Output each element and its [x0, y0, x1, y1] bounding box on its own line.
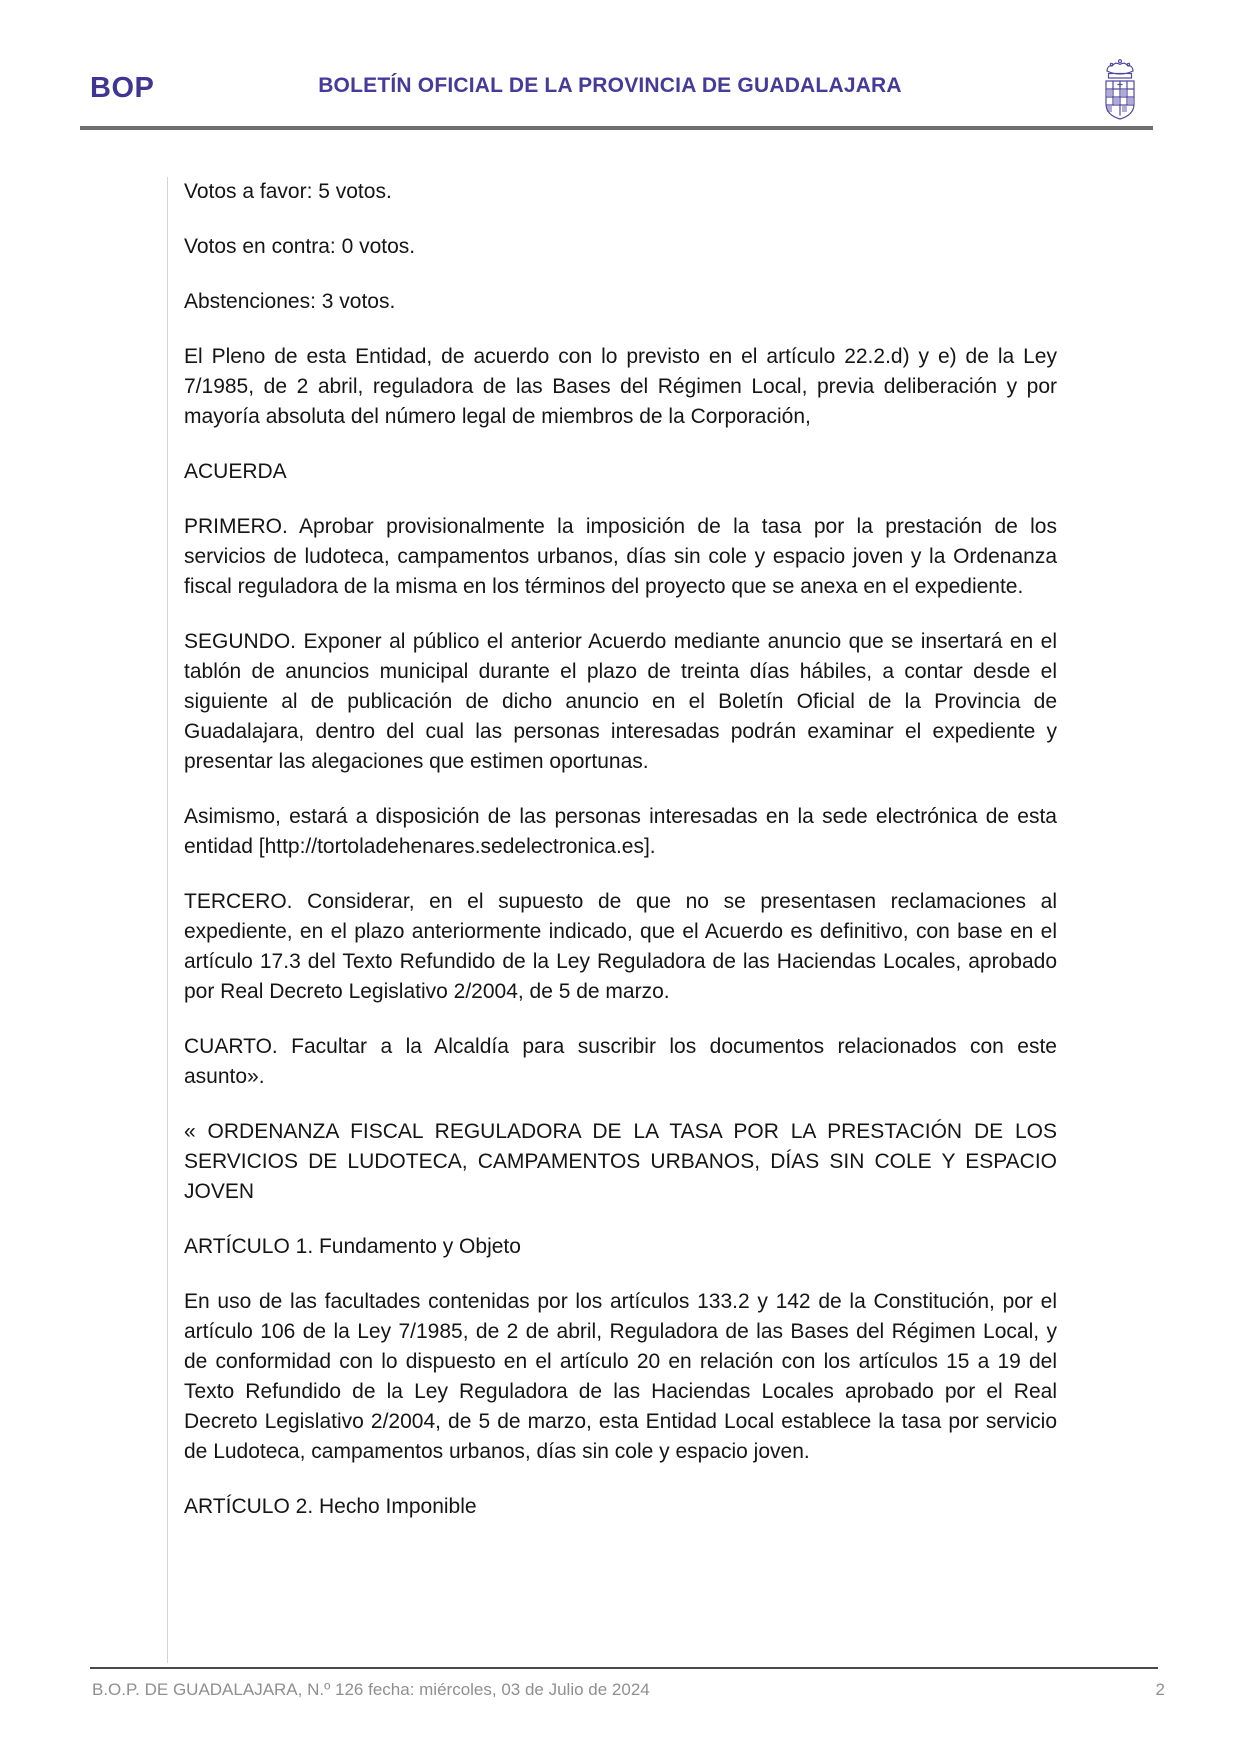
- heading-articulo-2: ARTÍCULO 2. Hecho Imponible: [184, 1495, 477, 1518]
- heading-ordenanza: « ORDENANZA FISCAL REGULADORA DE LA TASA POR LA PRESTACIÓN DE LOS SERVICIOS DE LUDOTECA, CAMPAMENTOS URBANOS, DÍAS SIN COLE Y ESPACIO JOVEN: [184, 1120, 1057, 1203]
- paragraph-votos-favor: Votos a favor: 5 votos.: [184, 180, 392, 203]
- bop-logo: BOP: [90, 72, 155, 104]
- provincial-coat-of-arms-icon: [1100, 58, 1140, 124]
- page-number: 2: [1155, 1680, 1165, 1699]
- paragraph-abstenciones: Abstenciones: 3 votos.: [184, 290, 396, 313]
- bulletin-title: BOLETÍN OFICIAL DE LA PROVINCIA DE GUADALAJARA: [318, 74, 902, 97]
- paragraph-pleno-acuerdo: El Pleno de esta Entidad, de acuerdo con lo previsto en el artículo 22.2.d) y e) de la Ley 7/1985, de 2 abril, reguladora de las Bases del Régimen Local, previa deliberación y por mayoría absoluta del número legal de miembros de la Corporación,: [184, 345, 1057, 428]
- footer-issue-info: B.O.P. DE GUADALAJARA, N.º 126 fecha: miércoles, 03 de Julio de 2024: [92, 1680, 650, 1699]
- paragraph-primero: PRIMERO. Aprobar provisionalmente la imposición de la tasa por la prestación de los servicios de ludoteca, campamentos urbanos, días sin cole y espacio joven y la Ordenanza fiscal reguladora de la misma en los términos del proyecto que se anexa en el expediente.: [184, 515, 1057, 598]
- paragraph-votos-contra: Votos en contra: 0 votos.: [184, 235, 416, 258]
- paragraph-cuarto: CUARTO. Facultar a la Alcaldía para suscribir los documentos relacionados con este asunto».: [184, 1035, 1057, 1088]
- header-divider: [80, 126, 1153, 130]
- paragraph-segundo: SEGUNDO. Exponer al público el anterior Acuerdo mediante anuncio que se insertará en el tablón de anuncios municipal durante el plazo de treinta días hábiles, a contar desde el siguiente al de publicación de dicho anuncio en el Boletín Oficial de la Provincia de Guadalajara, dentro del cual las personas interesadas podrán examinar el expediente y presentar las alegaciones que estimen oportunas.: [184, 630, 1057, 773]
- paragraph-tercero: TERCERO. Considerar, en el supuesto de que no se presentasen reclamaciones al expediente, en el plazo anteriormente indicado, que el Acuerdo es definitivo, con base en el artículo 17.3 del Texto Refundido de la Ley Reguladora de las Haciendas Locales, aprobado por Real Decreto Legislativo 2/2004, de 5 de marzo.: [184, 890, 1057, 1003]
- heading-acuerda: ACUERDA: [184, 460, 287, 483]
- footer-divider: [90, 1667, 1158, 1669]
- paragraph-fundamento: En uso de las facultades contenidas por los artículos 133.2 y 142 de la Constitución, por el artículo 106 de la Ley 7/1985, de 2 de abril, Reguladora de las Bases del Régimen Local, y de conformidad con lo dispuesto en el artículo 20 en relación con los artículos 15 a 19 del Texto Refundido de la Ley Reguladora de las Haciendas Locales aprobado por el Real Decreto Legislativo 2/2004, de 5 de marzo, esta Entidad Local establece la tasa por servicio de Ludoteca, campamentos urbanos, días sin cole y espacio joven.: [184, 1290, 1057, 1463]
- paragraph-asimismo: Asimismo, estará a disposición de las personas interesadas en la sede electrónica de esta entidad [http://tortoladehenares.sedelectronica.es].: [184, 805, 1057, 858]
- heading-articulo-1: ARTÍCULO 1. Fundamento y Objeto: [184, 1235, 521, 1258]
- document-body: [167, 177, 1057, 1663]
